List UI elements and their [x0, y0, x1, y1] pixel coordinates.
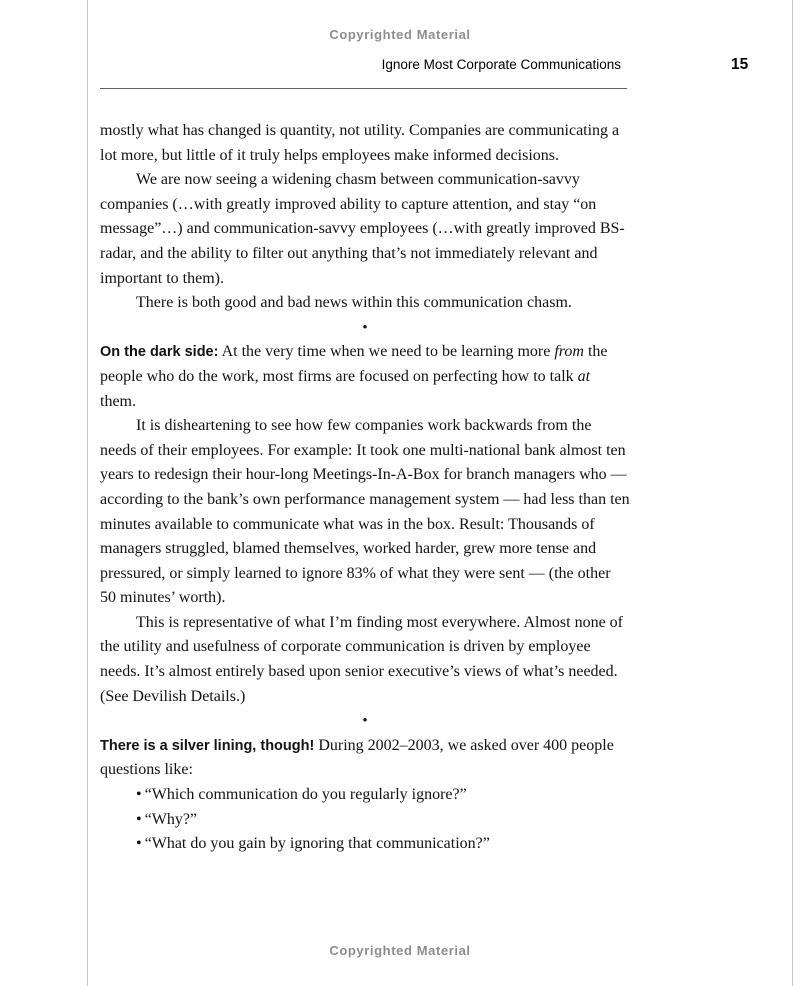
paragraph-disheartening: It is disheartening to see how few companies work backwards from the needs of their employees. For example: It took one multi-national bank almost ten years to redesign their hour-long Meetings-In-A-Box for branch managers who — according to the bank’s own performance management system — had less than ten minutes available to communicate what was in the box. Result: Thousands of managers struggled, blamed themselves, worked harder, grew more tense and pressured, or simply learned to ignore 83% of what they were sent — (the other 50 minutes’ worth).: [100, 417, 630, 607]
italic-word: from: [554, 343, 584, 361]
section-separator-bullet: •: [362, 713, 368, 730]
page-edge-right: [792, 0, 793, 986]
paragraph-intro: mostly what has changed is quantity, not utility. Companies are communicating a lot more, but little of it truly helps employees make informed decisions.: [100, 122, 620, 164]
bold-lead-dark-side: On the dark side:: [100, 344, 219, 361]
question-list: [100, 783, 630, 857]
question-text: “What do you gain by ignoring that communication?”: [144, 835, 490, 853]
text-run: At the very time when we need to be learning more: [218, 343, 555, 361]
italic-word: at: [577, 367, 591, 385]
bold-lead-silver-lining: There is a silver lining, though!: [100, 737, 315, 754]
bullet-glyph: •: [136, 786, 142, 804]
header-rule: [100, 88, 627, 89]
text-column: [100, 119, 630, 857]
question-text: “Why?”: [144, 810, 198, 828]
bullet-glyph: •: [136, 835, 142, 853]
copyright-footer: Copyrighted Material: [329, 943, 471, 958]
text-run: the people who do the work, most firms are focused on perfecting how to talk: [100, 343, 608, 385]
running-head-title: Ignore Most Corporate Communications: [381, 57, 621, 72]
paragraph-dark-side: [100, 340, 630, 414]
page-edge-left: [87, 0, 88, 986]
section-separator-bullet: •: [362, 319, 368, 336]
question-text: “Which communication do you regularly ignore?”: [144, 786, 467, 804]
page-number: 15: [731, 56, 749, 73]
text-run: them.: [100, 392, 136, 410]
list-item: [136, 832, 630, 857]
text-run: During 2002–2003, we asked over 400 people questions like:: [100, 736, 614, 779]
list-item: [136, 808, 630, 833]
paragraph-news: There is both good and bad news within this communication chasm.: [136, 294, 572, 312]
list-item: [136, 783, 630, 808]
copyright-header: Copyrighted Material: [329, 27, 471, 42]
paragraph-representative: This is representative of what I’m finding most everywhere. Almost none of the utility and usefulness of corporate communication is driven by employee needs. It’s almost entirely based upon senior executive’s views of what’s needed. (See Devilish Details.): [100, 613, 623, 705]
paragraph-silver-lining: [100, 734, 630, 783]
bullet-glyph: •: [136, 810, 142, 828]
paragraph-chasm: We are now seeing a widening chasm between communication-savvy companies (…with greatly improved ability to capture attention, and stay “on message”…) and communication-savvy employees (…with greatly improved BS-radar, and the ability to filter out anything that’s not immediately relevant and important to them).: [100, 171, 625, 287]
